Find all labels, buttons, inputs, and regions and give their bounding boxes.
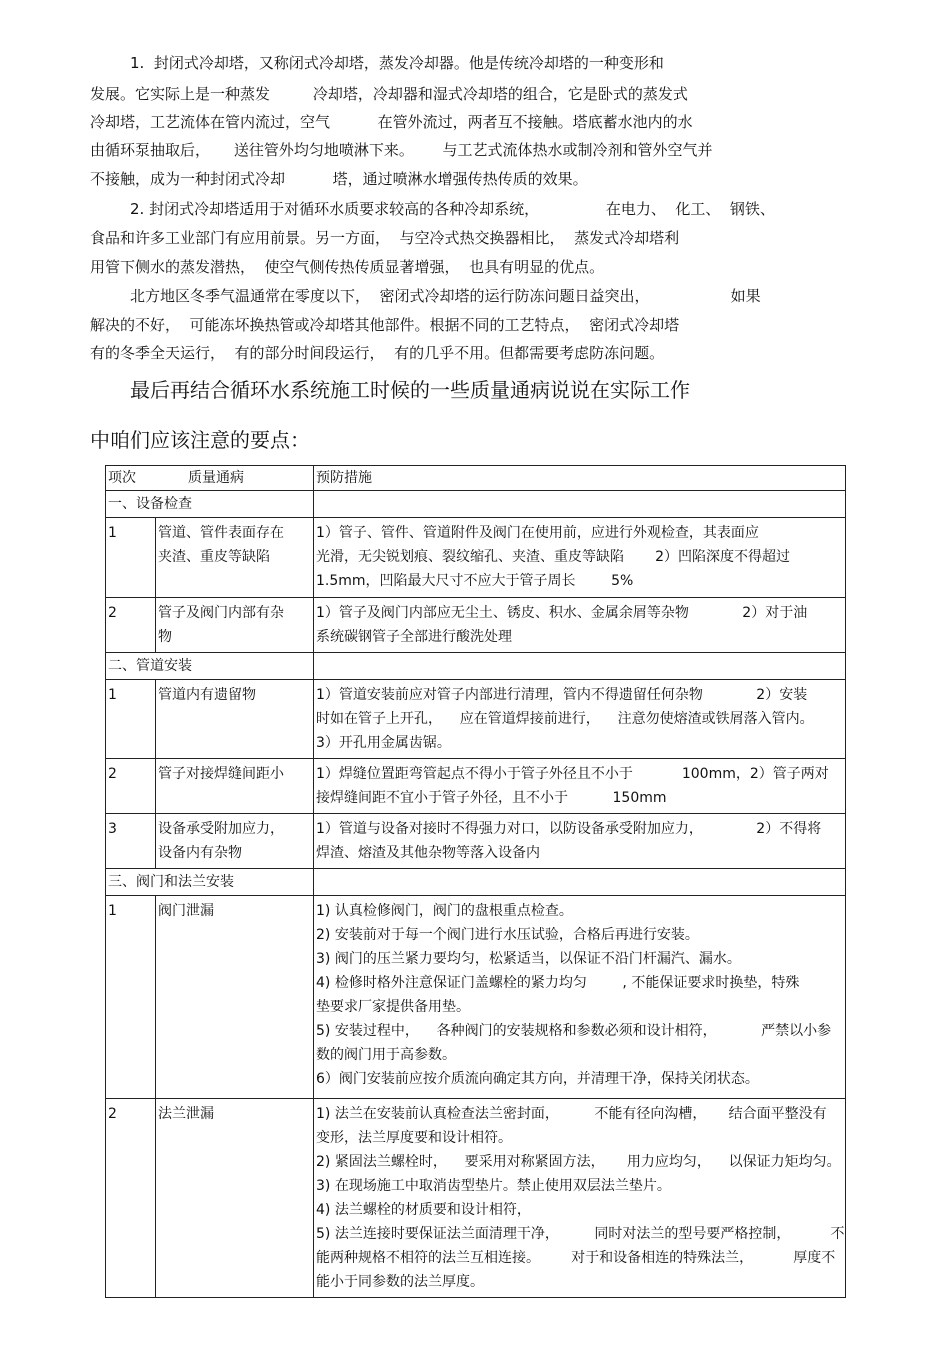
header-cell-issue: 质量通病: [188, 470, 244, 486]
header-cell-item-and-issue: [106, 466, 314, 491]
paragraph-line: 用管下侧水的蒸发潜热， 使空气侧传热传质显著增强， 也具有明显的优点。: [90, 258, 605, 276]
section-heading-line: 中咱们应该注意的要点：: [90, 428, 310, 452]
section-title: 二、管道安装: [106, 653, 314, 680]
paragraph-line: 食品和许多工业部门有应用前景。另一方面， 与空冷式热交换器相比， 蒸发式冷却塔利: [90, 229, 680, 247]
section-empty-cell: [314, 653, 846, 680]
section-empty-cell: [314, 869, 846, 896]
section-heading-line: 最后再结合循环水系统施工时候的一些质量通病说说在实际工作: [130, 378, 690, 402]
section-row: [106, 653, 846, 680]
row-number: 1: [106, 896, 156, 1099]
paragraph-line: 冷却塔，工艺流体在管内流过，空气 在管外流过，两者互不接触。塔底蓄水池内的水: [90, 113, 693, 131]
row-issue: 管道内有遗留物: [156, 680, 314, 759]
table-header-row: [106, 466, 846, 491]
table-row: [106, 814, 846, 869]
paragraph-line: 2. 封闭式冷却塔适用于对循环水质要求较高的各种冷却系统， 在电力、 化工、 钢铁、: [130, 200, 775, 218]
row-issue: 管子及阀门内部有杂 物: [156, 598, 314, 653]
row-issue: 管道、管件表面存在 夹渣、重皮等缺陷: [156, 518, 314, 598]
row-measures: 1）管子、管件、管道附件及阀门在使用前，应进行外观检查，其表面应 光滑，无尖锐划痕、裂纹缩孔、夹渣、重皮等缺陷 2）凹陷深度不得超过 1.5mm，凹陷最大尺寸不应大于管子周长 5%: [314, 518, 846, 598]
row-measures: 1) 法兰在安装前认真检查法兰密封面， 不能有径向沟槽， 结合面平整没有 变形，法兰厚度要和设计相符。 2) 紧固法兰螺栓时， 要采用对称紧固方法， 用力应均匀， 以保证力矩均匀。 3) 在现场施工中取消齿型垫片。禁止使用双层法兰垫片。 4) 法兰螺栓的材质要和设计相符， 5) 法兰连接时要保证法兰面清理干净， 同时对法兰的型号要严格控制， 不 能两种规格不相符的法兰互相连接。 对于和设备相连的特殊法兰， 厚度不 能小于同参数的法兰厚度。: [314, 1099, 846, 1298]
paragraph-line: 北方地区冬季气温通常在零度以下， 密闭式冷却塔的运行防冻问题日益突出， 如果: [130, 287, 761, 305]
row-issue: 管子对接焊缝间距小: [156, 759, 314, 814]
paragraph-line: 解决的不好， 可能冻坏换热管或冷却塔其他部件。根据不同的工艺特点， 密闭式冷却塔: [90, 316, 680, 334]
table-row: [106, 896, 846, 1099]
table-row: [106, 759, 846, 814]
row-measures: 1）管子及阀门内部应无尘土、锈皮、积水、金属余屑等杂物 2）对于油 系统碳钢管子全部进行酸洗处理: [314, 598, 846, 653]
table-row: [106, 598, 846, 653]
row-measures: 1) 认真检修阀门，阀门的盘根重点检查。 2) 安装前对于每一个阀门进行水压试验，合格后再进行安装。 3) 阀门的压兰紧力要均匀，松紧适当，以保证不沿门杆漏汽、漏水。 4) 检修时格外注意保证门盖螺栓的紧力均匀 , 不能保证要求时换垫，特殊 垫要求厂家提供备用垫。 5) 安装过程中， 各种阀门的安装规格和参数必须和设计相符， 严禁以小参 数的阀门用于高参数。 6）阀门安装前应按介质流向确定其方向，并清理干净，保持关闭状态。: [314, 896, 846, 1099]
row-number: 2: [106, 759, 156, 814]
table-row: [106, 680, 846, 759]
paragraph-line: 发展。它实际上是一种蒸发 冷却塔，冷却器和湿式冷却塔的组合，它是卧式的蒸发式: [90, 85, 688, 103]
section-row: [106, 491, 846, 518]
paragraph-line: 有的冬季全天运行， 有的部分时间段运行， 有的几乎不用。但都需要考虑防冻问题。: [90, 344, 665, 362]
row-number: 2: [106, 598, 156, 653]
row-number: 1: [106, 518, 156, 598]
row-issue: 阀门泄漏: [156, 896, 314, 1099]
row-issue: 设备承受附加应力， 设备内有杂物: [156, 814, 314, 869]
row-measures: 1）管道与设备对接时不得强力对口，以防设备承受附加应力， 2）不得将 焊渣、熔渣及其他杂物等落入设备内: [314, 814, 846, 869]
paragraph-line: 1. 封闭式冷却塔，又称闭式冷却塔，蒸发冷却器。他是传统冷却塔的一种变形和: [130, 54, 664, 72]
header-cell-item: 项次: [108, 470, 136, 486]
row-issue: 法兰泄漏: [156, 1099, 314, 1298]
row-number: 2: [106, 1099, 156, 1298]
row-measures: 1）焊缝位置距弯管起点不得小于管子外径且不小于 100mm，2）管子两对 接焊缝间距不宜小于管子外径，且不小于 150mm: [314, 759, 846, 814]
paragraph-line: 由循环泵抽取后， 送往管外均匀地喷淋下来。 与工艺式流体热水或制冷剂和管外空气并: [90, 141, 713, 159]
row-number: 1: [106, 680, 156, 759]
section-empty-cell: [314, 491, 846, 518]
section-row: [106, 869, 846, 896]
quality-issues-table: [105, 465, 846, 1298]
paragraph-line: 不接触，成为一种封闭式冷却 塔，通过喷淋水增强传热传质的效果。: [90, 170, 588, 188]
row-number: 3: [106, 814, 156, 869]
section-title: 三、阀门和法兰安装: [106, 869, 314, 896]
table-row: [106, 518, 846, 598]
table-row: [106, 1099, 846, 1298]
row-measures: 1）管道安装前应对管子内部进行清理，管内不得遗留任何杂物 2）安装 时如在管子上开孔， 应在管道焊接前进行， 注意勿使熔渣或铁屑落入管内。 3）开孔用金属齿锯。: [314, 680, 846, 759]
section-title: 一、设备检查: [106, 491, 314, 518]
header-cell-measures: 预防措施: [314, 466, 846, 491]
